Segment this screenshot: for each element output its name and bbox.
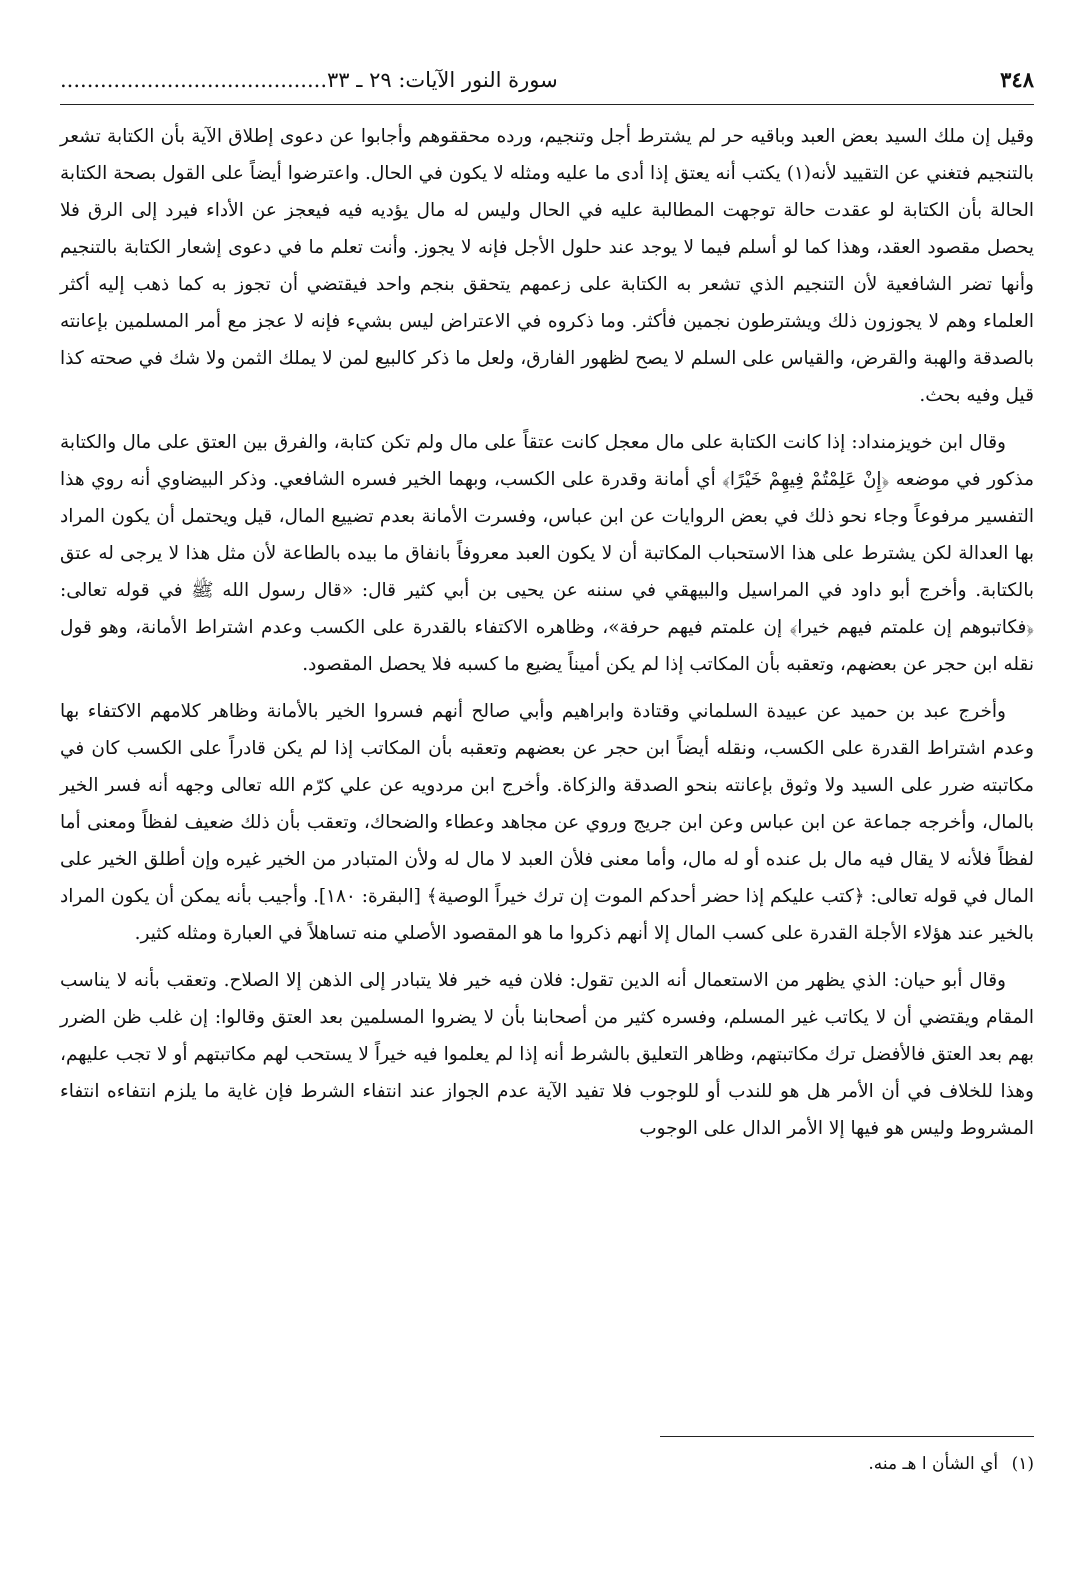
footnote (868, 1454, 1034, 1474)
footnote-text: أي الشأن ا هـ منه. (868, 1454, 999, 1474)
footnote-marker: (١) (1011, 1454, 1034, 1474)
paragraph-4: وقال أبو حيان: الذي يظهر من الاستعمال أنه الدين تقول: فلان فيه خير فلا يتبادر إلى الذهن إلا الصلاح. وتعقب بأنه لا يناسب المقام ويقتضي أن لا يكاتب غير المسلم، وفسره كثير من أصحابنا بأن لا يضروا المسلمين بعد العتق وقالوا: إن غلب ظن الضرر بهم بعد العتق فالأفضل ترك مكاتبتهم، وظاهر التعليق بالشرط أنه إذا لم يعلموا فيه خيراً لا يستحب لهم مكاتبتهم أو لا تجب عليهم، وهذا للخلاف في أن الأمر هل هو للندب أو للوجوب فلا تفيد الآية عدم الجواز عند انتفاء الشرط فإن غاية ما يلزم انتفاءه انتفاء المشروط وليس هو فيها إلا الأمر الدال على الوجوب (60, 970, 1034, 1139)
paragraph-2: وقال ابن خويزمنداد: إذا كانت الكتابة على مال معجل كانت عتقاً على مال ولم تكن كتابة، والفرق بين العتق على مال والكتابة مذكور في موضعه ﴿إِنْ عَلِمْتُمْ فِيهِمْ خَيْرًا﴾ أي أمانة وقدرة على الكسب، وبهما الخير فسره الشافعي. وذكر البيضاوي أنه روي هذا التفسير مرفوعاً وجاء نحو ذلك في بعض الروايات عن ابن عباس، وفسرت الأمانة بعدم تضييع المال، قيل ويحتمل أن يكون المراد بها العدالة لكن يشترط على هذا الاستحباب المكاتبة أن لا يكون العبد معروفاً بانفاق ما بيده بالطاعة لأن مثل هذا لا يرجى له عتق بالكتابة. وأخرج أبو داود في المراسيل والبيهقي في سننه عن يحيى بن أبي كثير قال: «قال رسول الله ﷺ في قوله تعالى: ﴿فكاتبوهم إن علمتم فيهم خيرا﴾ إن علمتم فيهم حرفة»، وظاهره الاكتفاء بالقدرة على الكسب وعدم اشتراط الأمانة، وهو قول نقله ابن حجر عن بعضهم، وتعقبه بأن المكاتب إذا لم يكن أميناً يضيع ما كسبه فلا يحصل المقصود. (60, 432, 1034, 675)
footnote-rule (660, 1436, 1034, 1437)
running-title: سورة النور الآيات: ٢٩ ـ ٣٣........................................ (60, 68, 558, 92)
header-rule (60, 104, 1034, 105)
page-number: ٣٤٨ (1000, 67, 1034, 92)
paragraph-3: وأخرج عبد بن حميد عن عبيدة السلماني وقتادة وابراهيم وأبي صالح أنهم فسروا الخير بالأمانة وظاهر كلامهم الاكتفاء بها وعدم اشتراط القدرة على الكسب، ونقله أيضاً ابن حجر عن بعضهم وتعقبه بأن المكاتب إذا لم يكن قادراً على الكسب كان في مكاتبته ضرر على السيد ولا وثوق بإعانته بنحو الصدقة والزكاة. وأخرج ابن مردويه عن علي كرّم الله تعالى وجهه أنه فسر الخير بالمال، وأخرجه جماعة عن ابن عباس وعن ابن جريج وروي عن مجاهد وعطاء والضحاك، وتعقب بأن ذلك ضعيف لفظاً ومعنى أما لفظاً فلأنه لا يقال فيه مال بل عنده أو له مال، وأما معنى فلأن العبد لا مال له ولأن المتبادر من الخير غيره وإن أطلق الخير على المال في قوله تعالى: ﴿كتب عليكم إذا حضر أحدكم الموت إن ترك خيراً الوصية﴾ [البقرة: ١٨٠]. وأجيب بأنه يمكن أن يكون المراد بالخير عند هؤلاء الأجلة القدرة على كسب المال إلا أنهم ذكروا ما هو المقصود الأصلي منه تساهلاً في العبارة ومثله كثير. (60, 701, 1034, 944)
main-text (60, 118, 1034, 1157)
page-header (60, 60, 1034, 100)
paragraph-1: وقيل إن ملك السيد بعض العبد وباقيه حر لم يشترط أجل وتنجيم، ورده محققوهم وأجابوا عن دعوى إطلاق الآية بأن الكتابة تشعر بالتنجيم فتغني عن التقييد لأنه(١) يكتب أنه يعتق إذا أدى ما عليه ومثله لا يكون في الحال. واعترضوا أيضاً على القول بصحة الكتابة الحالة بأن الكتابة لو عقدت حالة توجهت المطالبة عليه في الحال وليس له مال يؤديه فيه فيعجز عن الأداء فيرد إلى الرق فلا يحصل مقصود العقد، وهذا كما لو أسلم فيما لا يوجد عند حلول الأجل فإنه لا يجوز. وأنت تعلم ما في دعوى إشعار الكتابة بالتنجيم وأنها تضر الشافعية لأن التنجيم الذي تشعر به الكتابة على زعمهم يتحقق بنجم واحد فيقتضي أن تجوز به كما ذهب إليه أكثر العلماء وهم لا يجوزون ذلك ويشترطون نجمين فأكثر. وما ذكروه في الاعتراض ليس بشيء فإنه لا عجز مع أمر المسلمين بإعانته بالصدقة والهبة والقرض، والقياس على السلم لا يصح لظهور الفارق، ولعل ما ذكر كالبيع لمن لا يملك الثمن ولا شك في صحته كذا قيل وفيه بحث. (60, 126, 1035, 406)
